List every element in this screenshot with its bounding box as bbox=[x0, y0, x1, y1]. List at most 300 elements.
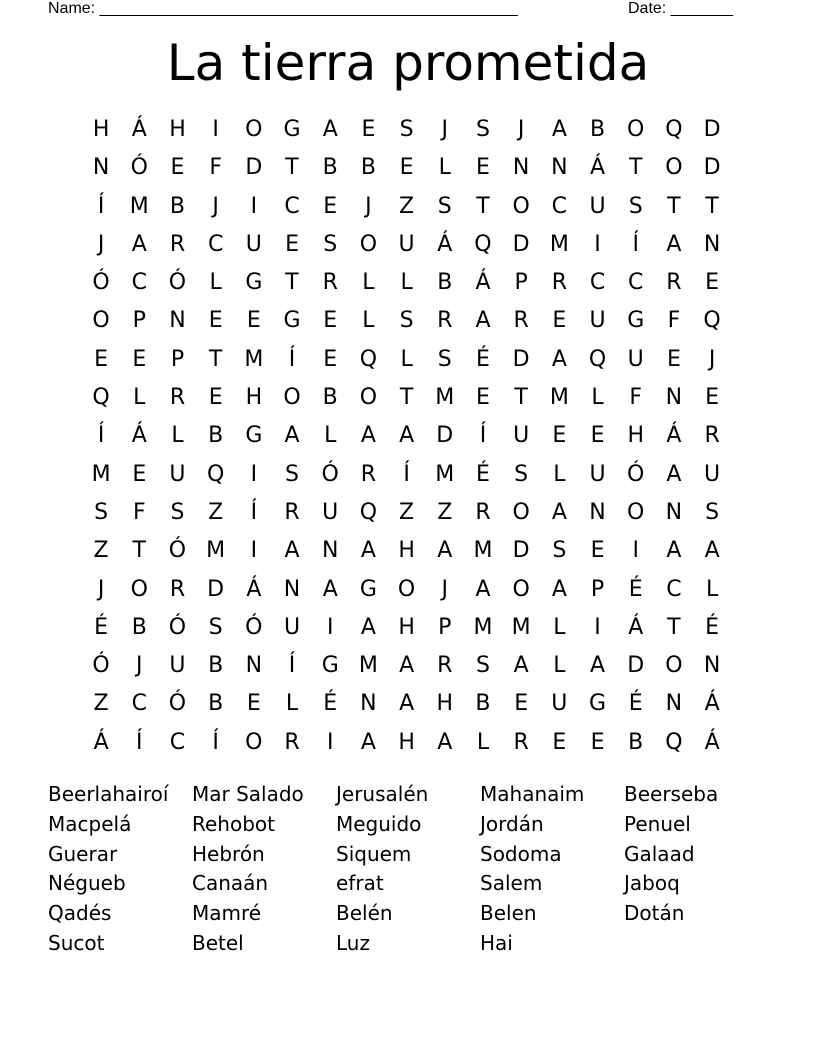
grid-letter[interactable]: E bbox=[246, 691, 261, 717]
grid-letter[interactable]: D bbox=[512, 538, 530, 564]
grid-letter[interactable]: D bbox=[512, 231, 530, 257]
grid-letter[interactable]: A bbox=[322, 576, 338, 602]
grid-letter[interactable]: B bbox=[322, 385, 338, 411]
grid-letter[interactable]: L bbox=[400, 346, 413, 372]
grid-letter[interactable]: E bbox=[552, 308, 567, 334]
grid-letter[interactable]: E bbox=[476, 385, 490, 411]
grid-letter[interactable]: Í bbox=[136, 729, 143, 755]
grid-letter[interactable]: D bbox=[703, 155, 721, 181]
grid-letter[interactable]: T bbox=[667, 614, 681, 640]
grid-letter[interactable]: G bbox=[245, 423, 263, 449]
grid-letter[interactable]: U bbox=[169, 461, 186, 487]
grid-letter[interactable]: N bbox=[665, 499, 683, 525]
grid-letter[interactable]: Q bbox=[359, 499, 378, 525]
grid-letter[interactable]: Á bbox=[704, 729, 720, 755]
grid-letter[interactable]: Á bbox=[437, 231, 453, 257]
grid-letter[interactable]: E bbox=[323, 308, 338, 334]
grid-letter[interactable]: G bbox=[283, 117, 301, 142]
grid-letter[interactable]: J bbox=[136, 653, 143, 679]
grid-letter[interactable]: S bbox=[475, 653, 490, 679]
grid-letter[interactable]: S bbox=[628, 193, 643, 219]
grid-letter[interactable]: O bbox=[283, 385, 301, 411]
grid-letter[interactable]: E bbox=[208, 385, 223, 411]
grid-letter[interactable]: L bbox=[400, 270, 413, 296]
grid-letter[interactable]: Í bbox=[479, 423, 487, 449]
grid-letter[interactable]: J bbox=[441, 576, 449, 602]
grid-letter[interactable]: Í bbox=[632, 231, 639, 257]
grid-letter[interactable]: É bbox=[94, 614, 109, 640]
grid-letter[interactable]: N bbox=[589, 499, 606, 525]
grid-letter[interactable]: D bbox=[627, 653, 645, 679]
grid-letter[interactable]: Ó bbox=[321, 461, 339, 487]
grid-letter[interactable]: U bbox=[627, 346, 644, 372]
grid-letter[interactable]: R bbox=[284, 499, 300, 525]
grid-letter[interactable]: Á bbox=[475, 270, 491, 296]
grid-letter[interactable]: U bbox=[283, 614, 301, 640]
grid-letter[interactable]: N bbox=[245, 653, 263, 679]
grid-letter[interactable]: L bbox=[438, 155, 451, 181]
grid-letter[interactable]: E bbox=[361, 117, 376, 142]
grid-letter[interactable]: G bbox=[627, 308, 645, 334]
grid-letter[interactable]: M bbox=[91, 461, 111, 487]
grid-letter[interactable]: Í bbox=[403, 461, 410, 487]
grid-letter[interactable]: G bbox=[589, 691, 607, 717]
grid-letter[interactable]: L bbox=[133, 385, 146, 411]
grid-letter[interactable]: E bbox=[552, 729, 567, 755]
grid-letter[interactable]: S bbox=[323, 231, 338, 257]
grid-letter[interactable]: I bbox=[326, 729, 334, 755]
grid-letter[interactable]: O bbox=[512, 499, 530, 525]
grid-letter[interactable]: R bbox=[666, 270, 682, 296]
grid-letter[interactable]: M bbox=[435, 385, 455, 411]
grid-letter[interactable]: H bbox=[627, 423, 644, 449]
grid-letter[interactable]: E bbox=[514, 691, 529, 717]
grid-letter[interactable]: S bbox=[475, 117, 490, 142]
grid-letter[interactable]: F bbox=[132, 499, 146, 525]
grid-letter[interactable]: B bbox=[589, 117, 606, 142]
grid-letter[interactable]: T bbox=[208, 346, 223, 372]
grid-letter[interactable]: B bbox=[437, 270, 453, 296]
grid-letter[interactable]: Q bbox=[206, 461, 225, 487]
grid-letter[interactable]: L bbox=[209, 270, 222, 296]
grid-letter[interactable]: É bbox=[476, 346, 490, 372]
grid-letter[interactable]: N bbox=[551, 155, 568, 181]
grid-letter[interactable]: M bbox=[473, 538, 493, 564]
grid-letter[interactable]: R bbox=[360, 461, 377, 487]
grid-letter[interactable]: O bbox=[92, 308, 110, 334]
grid-letter[interactable]: S bbox=[399, 308, 414, 334]
grid-letter[interactable]: Ó bbox=[92, 653, 110, 679]
grid-letter[interactable]: P bbox=[514, 270, 528, 296]
grid-letter[interactable]: T bbox=[476, 193, 490, 219]
grid-letter[interactable]: S bbox=[399, 117, 414, 142]
grid-letter[interactable]: T bbox=[705, 193, 719, 219]
grid-letter[interactable]: B bbox=[169, 193, 186, 219]
grid-letter[interactable]: Q bbox=[474, 231, 492, 257]
grid-letter[interactable]: A bbox=[475, 576, 491, 602]
grid-letter[interactable]: H bbox=[436, 691, 454, 717]
grid-letter[interactable]: I bbox=[250, 538, 258, 564]
grid-letter[interactable]: H bbox=[398, 614, 415, 640]
word-search-grid bbox=[82, 111, 731, 762]
grid-letter[interactable]: I bbox=[632, 538, 639, 564]
grid-letter[interactable]: Ó bbox=[130, 155, 148, 181]
grid-letter[interactable]: E bbox=[94, 346, 109, 372]
grid-letter[interactable]: Ó bbox=[168, 614, 187, 640]
grid-letter[interactable]: R bbox=[437, 653, 453, 679]
grid-letter[interactable]: O bbox=[245, 117, 263, 142]
grid-letter[interactable]: R bbox=[475, 499, 491, 525]
grid-letter[interactable]: E bbox=[170, 155, 185, 181]
word-list-item: Qadés bbox=[48, 901, 112, 926]
grid-letter[interactable]: O bbox=[665, 653, 683, 679]
grid-letter[interactable]: Q bbox=[359, 346, 378, 372]
grid-letter[interactable]: B bbox=[131, 614, 147, 640]
grid-letter[interactable]: Á bbox=[93, 729, 109, 755]
grid-letter[interactable]: I bbox=[212, 117, 219, 142]
grid-letter[interactable]: F bbox=[209, 155, 222, 181]
grid-letter[interactable]: A bbox=[437, 538, 453, 564]
grid-letter[interactable]: C bbox=[666, 576, 682, 602]
date-field-label[interactable]: Date: _______ bbox=[628, 0, 733, 17]
word-list-item: Galaad bbox=[624, 841, 695, 866]
grid-letter[interactable]: O bbox=[665, 155, 683, 181]
grid-letter[interactable]: A bbox=[437, 729, 453, 755]
grid-letter[interactable]: E bbox=[552, 423, 567, 449]
grid-letter[interactable]: Á bbox=[590, 155, 606, 181]
grid-letter[interactable]: A bbox=[399, 653, 415, 679]
grid-letter[interactable]: Í bbox=[288, 653, 296, 679]
grid-letter[interactable]: H bbox=[92, 117, 110, 142]
grid-letter[interactable]: I bbox=[594, 614, 601, 640]
grid-letter[interactable]: J bbox=[708, 346, 716, 372]
grid-letter[interactable]: U bbox=[589, 461, 606, 487]
grid-letter[interactable]: M bbox=[511, 614, 531, 640]
grid-letter[interactable]: R bbox=[437, 308, 453, 334]
grid-letter[interactable]: C bbox=[207, 231, 224, 257]
grid-letter[interactable]: A bbox=[360, 614, 376, 640]
grid-letter[interactable]: L bbox=[476, 729, 490, 755]
grid-letter[interactable]: C bbox=[131, 270, 147, 296]
grid-letter[interactable]: L bbox=[705, 576, 719, 602]
grid-letter[interactable]: Á bbox=[131, 423, 147, 449]
grid-letter[interactable]: E bbox=[705, 270, 720, 296]
grid-letter[interactable]: Q bbox=[588, 346, 607, 372]
grid-letter[interactable]: I bbox=[326, 614, 334, 640]
grid-letter[interactable]: Á bbox=[628, 614, 644, 640]
grid-letter[interactable]: S bbox=[705, 499, 720, 525]
grid-letter[interactable]: C bbox=[169, 729, 186, 755]
grid-letter[interactable]: E bbox=[132, 461, 147, 487]
grid-letter[interactable]: D bbox=[512, 346, 530, 372]
grid-letter[interactable]: R bbox=[513, 308, 529, 334]
grid-letter[interactable]: S bbox=[437, 193, 452, 219]
grid-letter[interactable]: L bbox=[362, 270, 375, 296]
grid-letter[interactable]: É bbox=[628, 576, 643, 602]
grid-letter[interactable]: É bbox=[476, 461, 490, 487]
grid-letter[interactable]: G bbox=[321, 653, 339, 679]
grid-letter[interactable]: O bbox=[627, 117, 645, 142]
grid-letter[interactable]: R bbox=[169, 231, 186, 257]
grid-letter[interactable]: N bbox=[360, 691, 377, 717]
grid-letter[interactable]: Ó bbox=[168, 691, 187, 717]
grid-letter[interactable]: E bbox=[323, 346, 338, 372]
grid-letter[interactable]: R bbox=[284, 729, 300, 755]
grid-letter[interactable]: A bbox=[131, 231, 147, 257]
grid-letter[interactable]: Ó bbox=[168, 538, 187, 564]
grid-letter[interactable]: M bbox=[549, 231, 569, 257]
grid-letter[interactable]: D bbox=[436, 423, 454, 449]
grid-letter[interactable]: O bbox=[627, 499, 645, 525]
grid-letter[interactable]: U bbox=[322, 499, 339, 525]
grid-letter[interactable]: A bbox=[666, 461, 682, 487]
grid-letter[interactable]: M bbox=[473, 614, 493, 640]
grid-letter[interactable]: T bbox=[628, 155, 643, 181]
grid-letter[interactable]: E bbox=[705, 385, 720, 411]
grid-letter[interactable]: A bbox=[322, 117, 338, 142]
grid-letter[interactable]: C bbox=[131, 691, 147, 717]
grid-letter[interactable]: E bbox=[590, 538, 605, 564]
grid-letter[interactable]: F bbox=[629, 385, 643, 411]
grid-letter[interactable]: N bbox=[703, 653, 721, 679]
grid-letter[interactable]: N bbox=[169, 308, 186, 334]
grid-letter[interactable]: R bbox=[169, 385, 186, 411]
grid-letter[interactable]: B bbox=[208, 423, 224, 449]
grid-letter[interactable]: É bbox=[705, 614, 720, 640]
grid-letter[interactable]: C bbox=[551, 193, 568, 219]
grid-letter[interactable]: O bbox=[359, 385, 378, 411]
grid-letter[interactable]: O bbox=[512, 576, 530, 602]
grid-letter[interactable]: L bbox=[324, 423, 337, 449]
word-list-item: Jordán bbox=[480, 811, 544, 836]
grid-letter[interactable]: U bbox=[589, 308, 606, 334]
grid-letter[interactable]: Á bbox=[704, 691, 720, 717]
grid-letter[interactable]: É bbox=[628, 691, 643, 717]
grid-letter[interactable]: S bbox=[437, 346, 452, 372]
grid-letter[interactable]: A bbox=[590, 653, 606, 679]
grid-letter[interactable]: B bbox=[360, 155, 376, 181]
grid-letter[interactable]: N bbox=[321, 538, 339, 564]
grid-letter[interactable]: G bbox=[359, 576, 377, 602]
grid-letter[interactable]: R bbox=[513, 729, 529, 755]
grid-letter[interactable]: N bbox=[665, 691, 683, 717]
grid-letter[interactable]: H bbox=[398, 538, 415, 564]
grid-letter[interactable]: A bbox=[399, 423, 415, 449]
grid-letter[interactable]: I bbox=[250, 461, 258, 487]
grid-letter[interactable]: L bbox=[285, 691, 299, 717]
grid-letter[interactable]: Ó bbox=[627, 461, 645, 487]
grid-letter[interactable]: Q bbox=[703, 308, 721, 334]
grid-letter[interactable]: G bbox=[283, 308, 301, 334]
grid-letter[interactable]: M bbox=[435, 461, 455, 487]
grid-letter[interactable]: Í bbox=[97, 193, 105, 219]
grid-letter[interactable]: C bbox=[284, 193, 300, 219]
grid-letter[interactable]: S bbox=[514, 461, 529, 487]
grid-letter[interactable]: M bbox=[129, 193, 149, 219]
header bbox=[48, 0, 748, 20]
grid-letter[interactable]: D bbox=[207, 576, 225, 602]
grid-letter[interactable]: T bbox=[285, 155, 299, 181]
grid-letter[interactable]: Z bbox=[93, 691, 109, 717]
grid-letter[interactable]: J bbox=[365, 193, 372, 219]
grid-letter[interactable]: É bbox=[323, 691, 338, 717]
grid-letter[interactable]: E bbox=[132, 346, 147, 372]
grid-letter[interactable]: A bbox=[666, 231, 682, 257]
grid-letter[interactable]: J bbox=[517, 117, 525, 142]
grid-letter[interactable]: A bbox=[666, 538, 682, 564]
grid-letter[interactable]: Q bbox=[665, 729, 683, 755]
grid-letter[interactable]: R bbox=[322, 270, 338, 296]
grid-letter[interactable]: L bbox=[171, 423, 184, 449]
grid-letter[interactable]: R bbox=[169, 576, 186, 602]
grid-letter[interactable]: C bbox=[589, 270, 606, 296]
grid-letter[interactable]: U bbox=[169, 653, 186, 679]
grid-letter[interactable]: Z bbox=[399, 193, 415, 219]
grid-letter[interactable]: G bbox=[245, 270, 263, 296]
grid-letter[interactable]: T bbox=[514, 385, 528, 411]
grid-letter[interactable]: Ó bbox=[168, 270, 187, 296]
grid-letter[interactable]: B bbox=[208, 653, 224, 679]
grid-letter[interactable]: B bbox=[475, 691, 491, 717]
grid-letter[interactable]: M bbox=[244, 346, 264, 372]
grid-letter[interactable]: E bbox=[323, 193, 338, 219]
grid-letter[interactable]: A bbox=[513, 653, 529, 679]
grid-letter[interactable]: A bbox=[551, 576, 567, 602]
grid-letter[interactable]: A bbox=[399, 691, 415, 717]
grid-letter[interactable]: D bbox=[703, 117, 721, 142]
grid-letter[interactable]: E bbox=[285, 231, 299, 257]
grid-letter[interactable]: Í bbox=[97, 423, 105, 449]
grid-letter[interactable]: I bbox=[594, 231, 601, 257]
grid-letter[interactable]: O bbox=[359, 231, 378, 257]
grid-letter[interactable]: L bbox=[553, 653, 566, 679]
name-field-label[interactable]: Name: _______________________________________________ bbox=[48, 0, 518, 17]
grid-letter[interactable]: N bbox=[703, 231, 721, 257]
grid-letter[interactable]: A bbox=[551, 117, 567, 142]
word-list-item: Dotán bbox=[624, 901, 685, 926]
grid-letter[interactable]: U bbox=[589, 193, 606, 219]
grid-letter[interactable]: M bbox=[549, 385, 569, 411]
grid-letter[interactable]: U bbox=[398, 231, 415, 257]
grid-letter[interactable]: S bbox=[170, 499, 185, 525]
grid-letter[interactable]: Z bbox=[399, 499, 415, 525]
grid-letter[interactable]: E bbox=[476, 155, 490, 181]
grid-letter[interactable]: J bbox=[441, 117, 449, 142]
grid-letter[interactable]: S bbox=[285, 461, 300, 487]
grid-letter[interactable]: Í bbox=[250, 499, 258, 525]
grid-letter[interactable]: L bbox=[553, 614, 566, 640]
grid-letter[interactable]: A bbox=[284, 538, 300, 564]
grid-letter[interactable]: P bbox=[438, 614, 452, 640]
grid-letter[interactable]: Q bbox=[92, 385, 110, 411]
grid-letter[interactable]: T bbox=[285, 270, 299, 296]
word-list-item: Salem bbox=[480, 871, 543, 896]
grid-letter[interactable]: T bbox=[667, 193, 681, 219]
grid-letter[interactable]: Z bbox=[93, 538, 109, 564]
grid-letter[interactable]: H bbox=[169, 117, 186, 142]
grid-letter[interactable]: O bbox=[397, 576, 416, 602]
grid-letter[interactable]: U bbox=[513, 423, 530, 449]
grid-letter[interactable]: P bbox=[170, 346, 185, 372]
grid-letter[interactable]: R bbox=[704, 423, 720, 449]
grid-letter[interactable]: M bbox=[206, 538, 226, 564]
word-list-item: Mamré bbox=[192, 901, 262, 926]
grid-letter[interactable]: O bbox=[130, 576, 148, 602]
grid-letter[interactable]: B bbox=[322, 155, 338, 181]
grid-letter[interactable]: U bbox=[245, 231, 262, 257]
grid-letter[interactable]: Á bbox=[666, 423, 682, 449]
grid-letter[interactable]: P bbox=[132, 308, 146, 334]
grid-letter[interactable]: D bbox=[245, 155, 263, 181]
grid-letter[interactable]: Á bbox=[131, 117, 147, 142]
grid-letter[interactable]: U bbox=[704, 461, 721, 487]
grid-letter[interactable]: O bbox=[512, 193, 530, 219]
grid-letter[interactable]: E bbox=[666, 346, 681, 372]
grid-letter[interactable]: Á bbox=[246, 576, 262, 602]
grid-letter[interactable]: Z bbox=[208, 499, 224, 525]
grid-letter[interactable]: L bbox=[553, 461, 566, 487]
grid-letter[interactable]: F bbox=[667, 308, 681, 334]
grid-letter[interactable]: B bbox=[208, 691, 224, 717]
grid-letter[interactable]: Q bbox=[665, 117, 683, 142]
grid-letter[interactable]: S bbox=[208, 614, 223, 640]
grid-letter[interactable]: M bbox=[358, 653, 378, 679]
grid-letter[interactable]: S bbox=[94, 499, 109, 525]
grid-letter[interactable]: N bbox=[92, 155, 110, 181]
grid-letter[interactable]: H bbox=[398, 729, 415, 755]
grid-letter[interactable]: Í bbox=[212, 729, 219, 755]
grid-letter[interactable]: E bbox=[246, 308, 261, 334]
grid-letter[interactable]: L bbox=[591, 385, 604, 411]
grid-letter[interactable]: B bbox=[628, 729, 644, 755]
grid-letter[interactable]: E bbox=[399, 155, 414, 181]
grid-letter[interactable]: U bbox=[551, 691, 568, 717]
grid-letter[interactable]: Ó bbox=[92, 270, 110, 296]
word-list-item: Hai bbox=[480, 930, 513, 955]
grid-letter[interactable]: Í bbox=[288, 346, 296, 372]
grid-letter[interactable]: N bbox=[512, 155, 530, 181]
grid-letter[interactable]: E bbox=[590, 729, 605, 755]
grid-letter[interactable]: A bbox=[551, 499, 567, 525]
grid-letter[interactable]: Ó bbox=[245, 614, 263, 640]
grid-letter[interactable]: A bbox=[551, 346, 567, 372]
grid-letter[interactable]: T bbox=[399, 385, 414, 411]
grid-letter[interactable]: T bbox=[132, 538, 146, 564]
grid-letter[interactable]: N bbox=[283, 576, 301, 602]
grid-letter[interactable]: I bbox=[250, 193, 258, 219]
grid-letter[interactable]: S bbox=[552, 538, 567, 564]
grid-letter[interactable]: N bbox=[665, 385, 683, 411]
grid-letter[interactable]: A bbox=[360, 423, 376, 449]
grid-letter[interactable]: P bbox=[590, 576, 605, 602]
grid-letter[interactable]: A bbox=[360, 729, 376, 755]
grid-letter[interactable]: Z bbox=[437, 499, 453, 525]
grid-letter[interactable]: E bbox=[208, 308, 223, 334]
grid-letter[interactable]: E bbox=[590, 423, 605, 449]
grid-letter[interactable]: L bbox=[362, 308, 375, 334]
grid-letter[interactable]: R bbox=[551, 270, 567, 296]
grid-letter[interactable]: C bbox=[628, 270, 644, 296]
grid-letter[interactable]: A bbox=[360, 538, 376, 564]
grid-letter[interactable]: A bbox=[284, 423, 300, 449]
grid-letter[interactable]: J bbox=[97, 231, 105, 257]
grid-letter[interactable]: A bbox=[475, 308, 491, 334]
grid-letter[interactable]: O bbox=[245, 729, 263, 755]
grid-letter[interactable]: H bbox=[245, 385, 263, 411]
grid-letter[interactable]: J bbox=[212, 193, 219, 219]
grid-letter[interactable]: J bbox=[97, 576, 105, 602]
grid-letter[interactable]: A bbox=[704, 538, 720, 564]
